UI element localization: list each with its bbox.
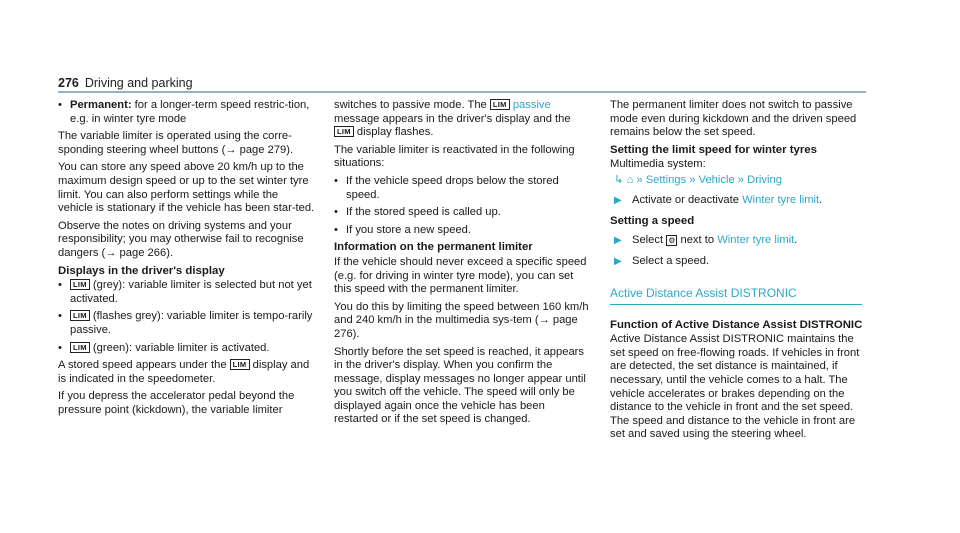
passive-indicator: passive	[512, 99, 551, 111]
column-2	[334, 99, 592, 431]
paragraph: The variable limiter is reactivated in the following situations:	[334, 143, 575, 170]
display-bullet	[58, 310, 316, 337]
section-rule	[610, 304, 862, 305]
paragraph	[334, 99, 592, 140]
paragraph	[58, 359, 316, 386]
paragraph: Active Distance Assist DISTRONIC maintains the set speed on free-flowing roads. If vehicles in front are detected, the set distance is maintained, if necessary, until the vehicle comes to a halt. The vehicle accelerates or brakes depending on the distance to the vehicle in front and the set speed. The speed and distance to the vehicle in front are set and saved using the steering wheel.	[610, 333, 860, 441]
text: next to	[677, 233, 718, 246]
menu-path	[610, 174, 868, 188]
paragraph: Shortly before the set speed is reached, it appears in the driver's display. When you confirm the message, display messages no longer appear until you switch off the vehicle. The speed will only be displayed again once the vehicle has been restarted or if the set speed is changed.	[334, 345, 586, 426]
bullet-dot: •	[58, 341, 62, 354]
displays-heading: Displays in the driver's display	[58, 264, 225, 277]
step-speed	[610, 255, 868, 269]
bullet-dot: •	[58, 279, 62, 292]
text: If you store a new speed.	[346, 223, 472, 236]
section-title: Driving and parking	[84, 76, 193, 90]
header-rule	[58, 91, 866, 93]
page-number: 276	[58, 76, 79, 90]
list-item	[334, 224, 592, 238]
column-3	[610, 99, 868, 446]
step-activate: ▶ Activate or deactivate Winter tyre limit.	[614, 193, 823, 206]
lim-icon: LIM	[70, 279, 90, 290]
bullet-dot: •	[334, 223, 338, 236]
lim-icon: LIM	[230, 359, 250, 370]
text: display and is indicated in the speedometer.	[58, 359, 310, 385]
setting-speed-heading: Setting a speed	[610, 215, 695, 228]
display-green-text: (green): variable limiter is activated.	[89, 341, 270, 354]
home-icon: ⌂	[626, 173, 634, 186]
function-heading: Function of Active Distance Assist DISTRONIC	[610, 318, 863, 331]
text: A stored speed appears under the	[58, 359, 230, 372]
display-grey-text: (grey): variable limiter is selected but not yet activated.	[70, 279, 312, 305]
lim-icon: LIM	[334, 126, 354, 137]
info-heading: Information on the permanent limiter	[334, 241, 533, 254]
separator-icon: »	[737, 173, 745, 186]
step-arrow-icon: ▶	[614, 256, 622, 268]
paragraph: If the vehicle should never exceed a specific speed (e.g. for driving in winter tyre mode), you can set this speed with the permanent limiter.	[334, 255, 587, 296]
lim-icon: LIM	[70, 342, 90, 353]
bullet-dot: •	[58, 99, 62, 111]
permanent-text: for a longer-term speed restric-tion, e.g. in winter tyre mode	[70, 99, 310, 125]
menu-driving: Driving	[747, 173, 782, 186]
page-header	[58, 76, 193, 90]
paragraph: If you depress the accelerator pedal beyond the pressure point (kickdown), the variable limiter	[58, 390, 295, 416]
text: Select	[632, 233, 667, 246]
setting-heading: Setting the limit speed for winter tyres	[610, 143, 817, 156]
display-bullet	[58, 342, 316, 356]
permanent-label: Permanent:	[70, 99, 132, 111]
paragraph: You can store any speed above 20 km/h up to the maximum design speed or up to the set winter tyre limit. You can also perform settings while the vehicle is stationary if the vehicle has been star-ted.	[58, 161, 315, 215]
text: message appears in the driver's display and the	[334, 112, 571, 125]
paragraph: You do this by limiting the speed between 160 km/h and 240 km/h in the multimedia sys-tem (→ page 276).	[334, 300, 589, 340]
step-arrow-icon: ▶	[614, 234, 622, 246]
bullet-dot: •	[58, 310, 62, 323]
path-arrow-icon: ↳	[614, 173, 624, 186]
lim-icon: LIM	[70, 310, 90, 321]
separator-icon: »	[689, 173, 696, 186]
display-bullet	[58, 279, 316, 306]
winter-tyre-limit-label: Winter tyre limit	[717, 233, 795, 246]
gear-icon: ⚙	[668, 235, 676, 245]
winter-tyre-limit-label: Winter tyre limit	[742, 193, 820, 206]
menu-vehicle: Vehicle	[698, 173, 735, 186]
list-item	[334, 175, 592, 202]
bullet-permanent	[58, 99, 316, 126]
paragraph: The permanent limiter does not switch to passive mode even during kickdown and the driven speed remains below the set speed.	[610, 99, 857, 139]
bullet-dot: •	[334, 174, 338, 187]
display-flash-text: (flashes grey): variable limiter is tempo-rarily passive.	[70, 310, 313, 336]
paragraph: The variable limiter is operated using the corre-sponding steering wheel buttons (→ page 279).	[58, 130, 294, 156]
step-select: ▶ Select ⚙ next to Winter tyre limit.	[614, 233, 798, 246]
section-heading: Active Distance Assist DISTRONIC	[610, 285, 797, 300]
paragraph: Observe the notes on driving systems and your responsibility; you may otherwise fail to recognise dangers (→ page 266).	[58, 219, 304, 259]
text: If the stored speed is called up.	[346, 206, 501, 219]
bullet-dot: •	[334, 206, 338, 219]
text: Select a speed.	[632, 255, 710, 268]
text: Activate or deactivate	[632, 193, 743, 206]
separator-icon: »	[636, 173, 643, 186]
lim-icon: LIM	[490, 99, 510, 110]
column-1	[58, 99, 316, 421]
text: switches to passive mode. The	[334, 99, 490, 111]
list-item	[334, 206, 592, 220]
step-arrow-icon: ▶	[614, 194, 622, 206]
text: display flashes.	[353, 126, 434, 139]
multimedia-label: Multimedia system:	[610, 158, 706, 171]
menu-settings: Settings	[645, 173, 687, 186]
text: If the vehicle speed drops below the stored speed.	[346, 174, 559, 201]
